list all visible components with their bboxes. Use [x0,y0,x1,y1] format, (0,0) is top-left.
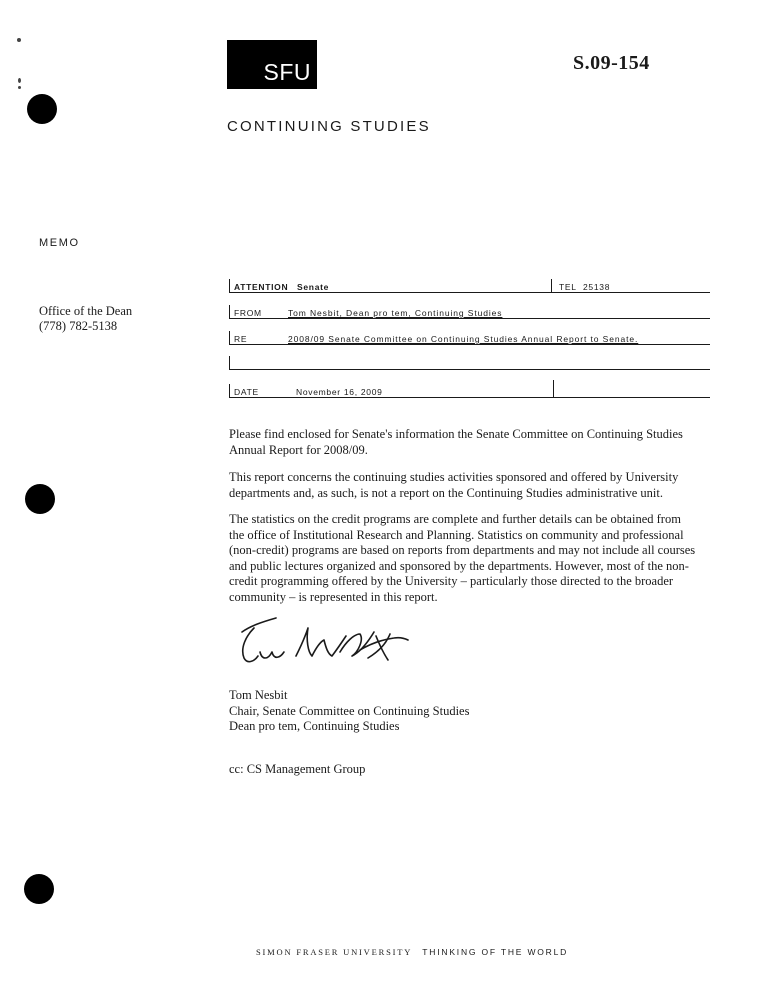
tel-value: 25138 [583,282,611,292]
date-tick-right [553,380,554,397]
document-number: S.09-154 [573,52,650,74]
signer-name: Tom Nesbit [229,688,288,702]
re-value: 2008/09 Senate Committee on Continuing Studies Annual Report to Senate. [288,334,639,344]
footer-university: SIMON FRASER UNIVERSITY [256,947,413,957]
footer-tagline: THINKING OF THE WORLD [422,947,569,957]
signer-title-1: Chair, Senate Committee on Continuing Studies [229,703,470,718]
blank-tick [229,356,230,369]
attention-value: Senate [297,282,330,292]
logo-text: SFU [263,59,311,85]
cc-line: cc: CS Management Group [229,762,366,776]
date-value: November 16, 2009 [296,387,383,397]
re-tick [229,331,230,344]
signer-block [229,688,469,735]
punch-hole-top [27,94,57,124]
date-tick [229,384,230,397]
attention-label: ATTENTION [234,282,289,292]
scan-speck [18,86,21,89]
from-tick [229,305,230,318]
paragraph-2: This report concerns the continuing studies activities sponsored and offered by University departments and, as such, is not a report on the Continuing Studies administrative unit. [229,470,679,500]
memo-label: MEMO [39,237,80,249]
date-rule [229,397,710,398]
attention-tick [229,279,230,292]
signer-title-2: Dean pro tem, Continuing Studies [229,719,400,733]
attention-rule [229,292,710,293]
paragraph-3: The statistics on the credit programs are complete and further details can be obtained from the office of Institutional Research and Planning. Statistics on community and professional (non-credit) programs are based on reports from departments and may not include all courses and public lectures organized and sponsored by the departments. However, most of the non-credit programming offered by the University – particularly those directed to the broader community – is represented in this report. [229,512,696,604]
from-label: FROM [234,308,262,318]
scan-speck [18,78,21,83]
unit-name: CONTINUING STUDIES [227,118,431,135]
office-phone: (778) 782-5138 [39,319,118,333]
blank-rule [229,369,710,370]
re-label: RE [234,334,248,344]
office-block [39,304,132,334]
sfu-logo [227,40,317,89]
footer [256,947,568,957]
office-name: Office of the Dean [39,304,133,318]
tel-label: TEL [559,282,577,292]
from-value: Tom Nesbit, Dean pro tem, Continuing Studies [288,308,503,318]
from-rule [229,318,710,319]
paragraph-1: Please find enclosed for Senate's information the Senate Committee on Continuing Studies Annual Report for 2008/09. [229,427,683,457]
punch-hole-middle [25,484,55,514]
punch-hole-bottom [24,874,54,904]
re-rule [229,344,710,345]
tel-tick [551,279,552,292]
date-label: DATE [234,387,259,397]
scan-speck [17,38,21,42]
handwritten-signature [228,612,418,674]
